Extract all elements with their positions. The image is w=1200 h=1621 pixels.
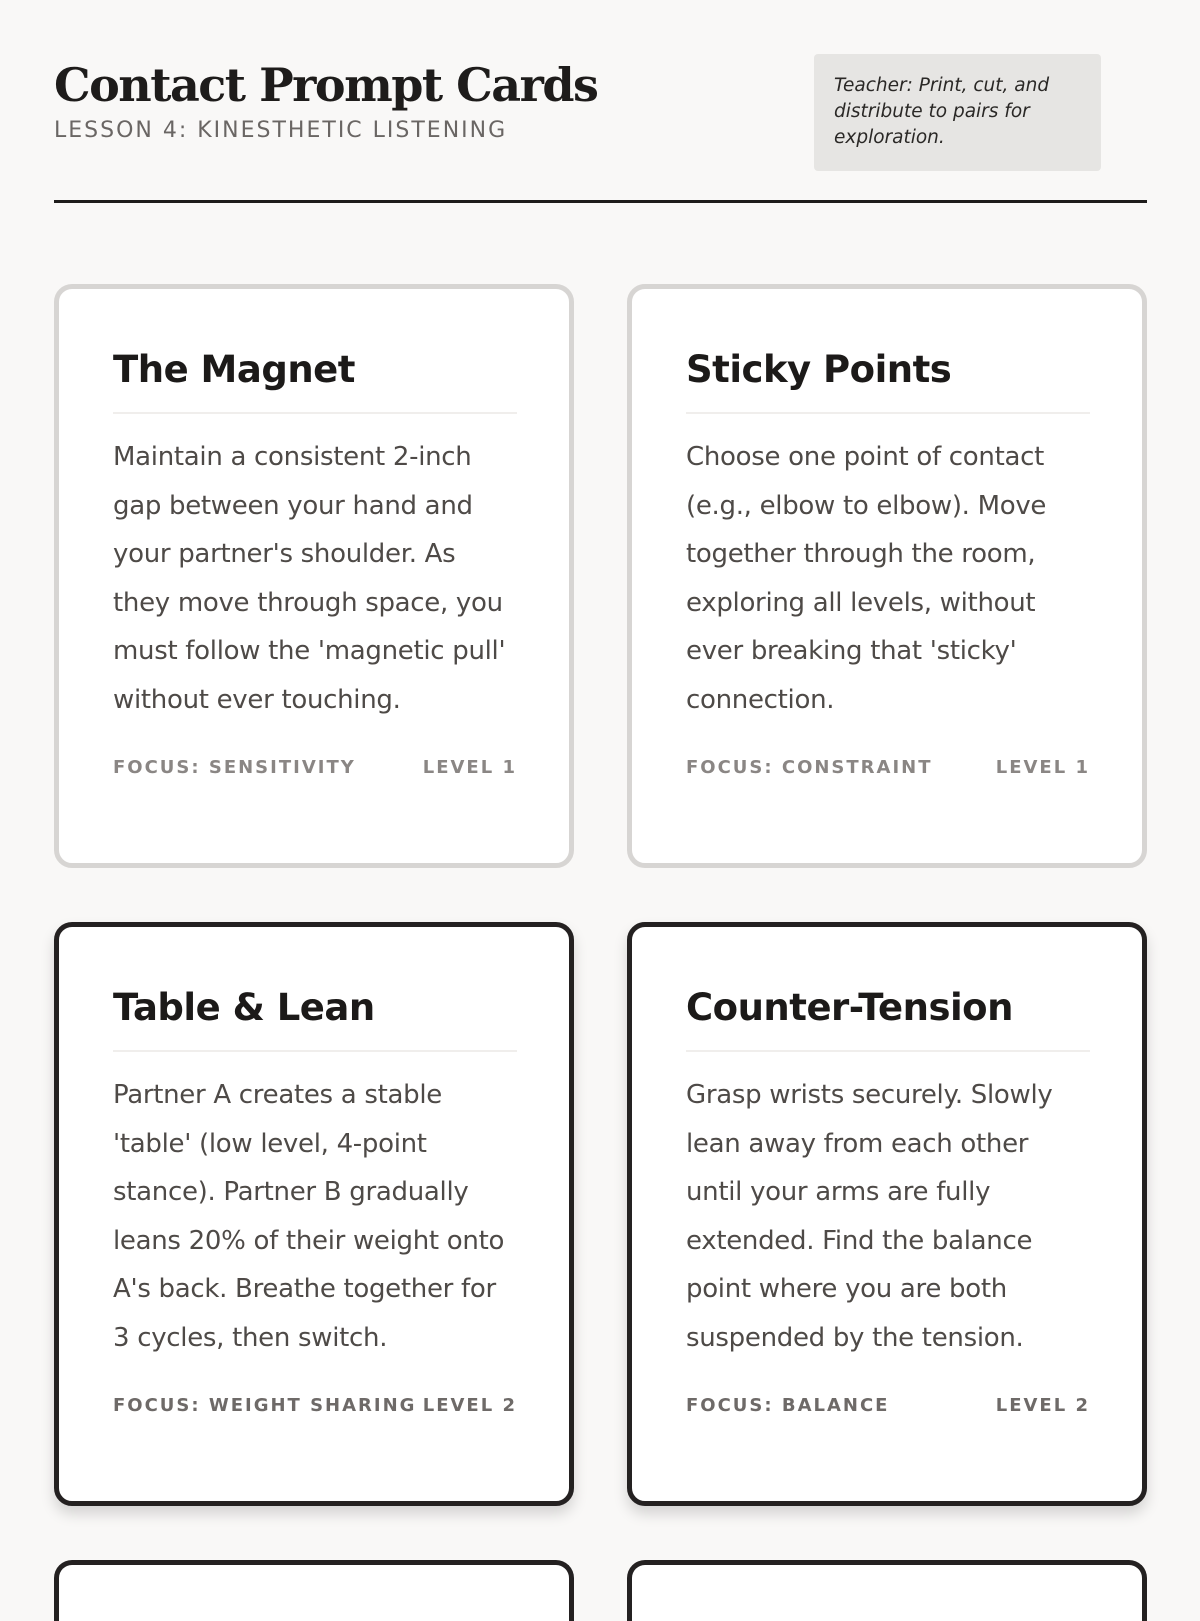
card-level: LEVEL 2 [422,1395,517,1416]
card-footer [686,1394,1090,1418]
card-body: Maintain a consistent 2-inch gap between your hand and your partner's shoulder. As they move through space, you must follow the 'magnetic pull' without ever touching. [113,442,506,715]
prompt-card [627,922,1147,1506]
card-footer [113,1394,517,1418]
card-body: Partner A creates a stable 'table' (low level, 4-point stance). Partner B gradually leans 20% of their weight onto A's back. Breathe together for 3 cycles, then switch. [113,1080,505,1353]
card-title: Table & Lean [113,983,517,1052]
prompt-card-partial [54,1560,574,1621]
card-level: LEVEL 2 [995,1395,1090,1416]
card-focus: FOCUS: SENSITIVITY [113,757,356,778]
prompt-card [627,284,1147,868]
card-focus: FOCUS: WEIGHT SHARING [113,1395,417,1416]
card-title: The Magnet [113,345,517,414]
page-subtitle: LESSON 4: KINESTHETIC LISTENING [54,118,508,143]
card-body: Grasp wrists securely. Slowly lean away from each other until your arms are fully extended. Find the balance point where you are both suspended by the tension. [686,1080,1053,1353]
card-title: Counter-Tension [686,983,1090,1052]
card-level: LEVEL 1 [422,757,517,778]
card-focus: FOCUS: CONSTRAINT [686,757,933,778]
page-title: Contact Prompt Cards [54,58,598,112]
header-divider [54,200,1147,203]
card-focus: FOCUS: BALANCE [686,1395,890,1416]
card-footer [113,756,517,780]
teacher-note: Teacher: Print, cut, and distribute to pairs for exploration. [814,54,1101,171]
card-footer [686,756,1090,780]
prompt-card-partial [627,1560,1147,1621]
page-header [54,52,1147,202]
prompt-card [54,922,574,1506]
card-title: Sticky Points [686,345,1090,414]
prompt-card [54,284,574,868]
card-level: LEVEL 1 [995,757,1090,778]
card-body: Choose one point of contact (e.g., elbow to elbow). Move together through the room, exploring all levels, without ever breaking that 'sticky' connection. [686,442,1047,715]
